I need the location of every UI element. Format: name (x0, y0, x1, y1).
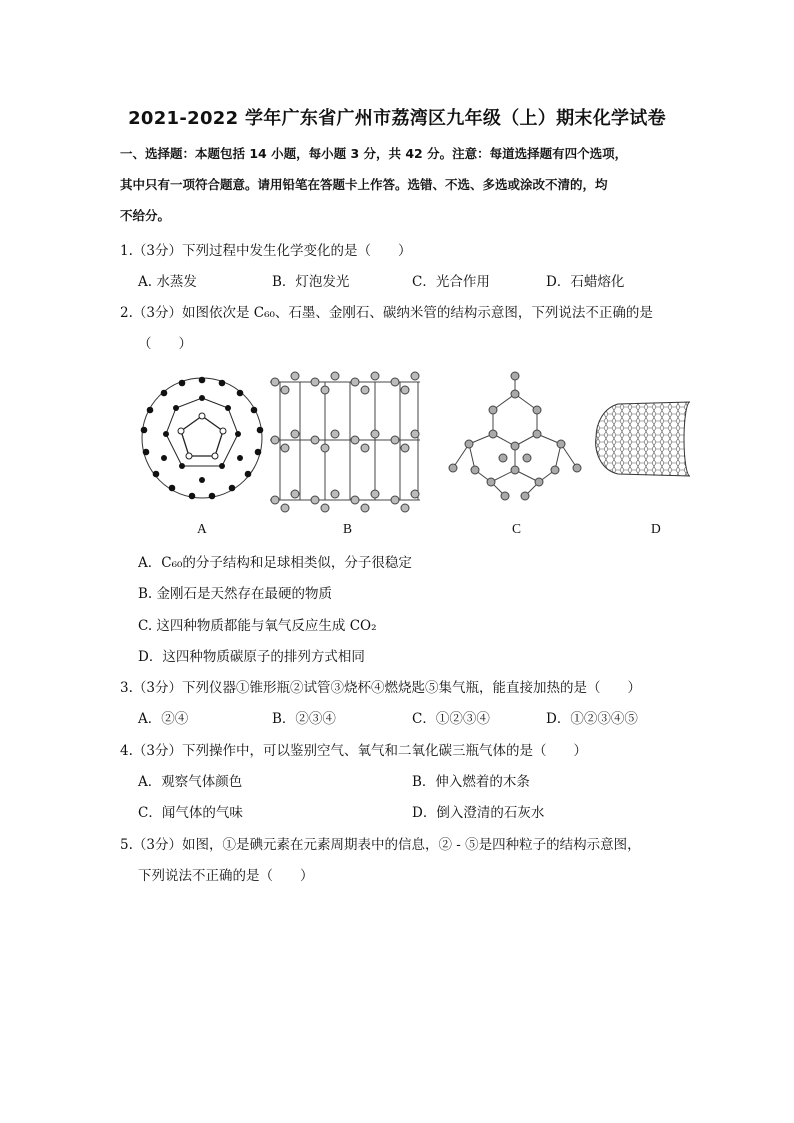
graphite-structure (270, 372, 420, 512)
q3-option-a[interactable]: A．②④ (138, 711, 189, 727)
q4-option-c[interactable]: C．闻气体的气味 (138, 805, 243, 821)
q2-option-b[interactable]: B. 金刚石是天然存在最硬的物质 (138, 586, 333, 602)
q4-option-a[interactable]: A．观察气体颜色 (138, 774, 243, 790)
q1-stem: 1.（3分）下列过程中发生化学变化的是（ ） (120, 243, 412, 259)
q4-option-d[interactable]: D．倒入澄清的石灰水 (412, 805, 545, 821)
figure-label-b: B (343, 521, 353, 536)
q4-option-b[interactable]: B．伸入燃着的木条 (412, 774, 530, 790)
q5-stem: 5.（3分）如图，①是碘元素在元素周期表中的信息，② - ⑤是四种粒子的结构示意图， (120, 837, 641, 853)
q1-option-b[interactable]: B．灯泡发光 (272, 274, 350, 290)
figure-label-d: D (651, 521, 661, 536)
q1-option-c[interactable]: C．光合作用 (412, 274, 490, 290)
instructions-line-1: 一、选择题：本题包括 14 小题，每小题 3 分，共 42 分。注意：每道选择题有四个选项， (120, 146, 628, 161)
q2-option-d[interactable]: D．这四种物质碳原子的排列方式相同 (138, 649, 365, 665)
q3-option-c[interactable]: C．①②③④ (412, 711, 490, 727)
q2-stem: 2.（3分）如图依次是 C₆₀、石墨、金刚石、碳纳米管的结构示意图，下列说法不正确的是 (120, 305, 653, 321)
q2-stem-cont: （ ） (138, 336, 192, 352)
instructions-line-3: 不给分。 (120, 208, 171, 223)
nanotube-structure (596, 402, 690, 476)
q3-option-b[interactable]: B．②③④ (272, 711, 336, 727)
q5-stem-cont: 下列说法不正确的是（ ） (138, 868, 314, 884)
q2-option-a[interactable]: A．C₆₀的分子结构和足球相类似，分子很稳定 (138, 555, 412, 571)
c60-structure (141, 377, 264, 500)
instructions-line-2: 其中只有一项符合题意。请用铅笔在答题卡上作答。选错、不选、多选或涂改不清的，均 (120, 177, 608, 192)
q3-option-d[interactable]: D．①②③④⑤ (546, 711, 638, 727)
carbon-structures-figure (130, 358, 690, 518)
q1-option-a[interactable]: A. 水蒸发 (138, 274, 197, 290)
section-instructions (120, 138, 680, 231)
q4-stem: 4.（3分）下列操作中，可以鉴别空气、氧气和二氧化碳三瓶气体的是（ ） (120, 743, 587, 759)
diamond-structure (449, 372, 581, 500)
q1-option-d[interactable]: D．石蜡熔化 (546, 274, 625, 290)
q2-option-c[interactable]: C. 这四种物质都能与氧气反应生成 CO₂ (138, 618, 377, 634)
figure-label-a: A (197, 521, 207, 536)
figure-label-c: C (512, 521, 522, 536)
q3-stem: 3.（3分）下列仪器①锥形瓶②试管③烧杯④燃烧匙⑤集气瓶，能直接加热的是（ ） (120, 680, 641, 696)
exam-title: 2021-2022 学年广东省广州市荔湾区九年级（上）期末化学试卷 (128, 108, 666, 129)
